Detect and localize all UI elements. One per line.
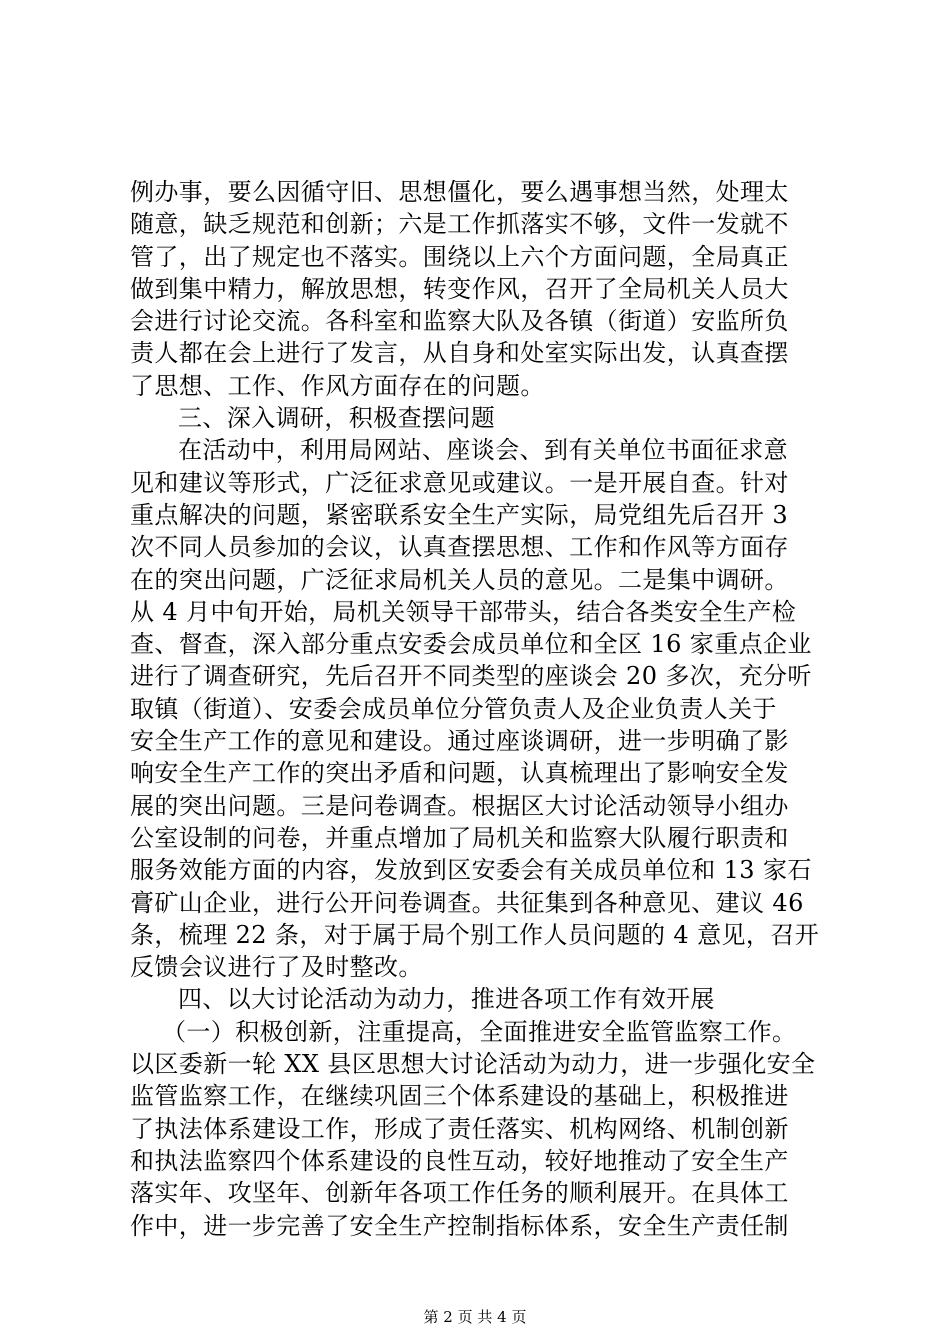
text-line: 在的突出问题，广泛征求局机关人员的意见。二是集中调研。 [130,565,789,594]
text-line: 了执法体系建设工作，形成了责任落实、机构网络、机制创新 [130,1114,789,1143]
text-line: 了思想、工作、作风方面存在的问题。 [130,371,545,400]
text-line: 见和建议等形式，广泛征求意见或建议。一是开展自查。针对 [130,468,789,497]
text-line: 做到集中精力，解放思想，转变作风，召开了全局机关人员大 [130,274,789,303]
document-body [130,176,830,1242]
text-line: 展的突出问题。三是问卷调查。根据区大讨论活动领导小组办 [130,791,789,820]
text-line: 以区委新一轮 XX 县区思想大讨论活动为动力，进一步强化安全 [130,1050,816,1079]
text-line: 次不同人员参加的会议，认真查摆思想、工作和作风等方面存 [130,533,789,562]
section-heading: 四、以大讨论活动为动力，推进各项工作有效开展 [178,985,715,1014]
text-line: 管了，出了规定也不落实。围绕以上六个方面问题，全局真正 [130,242,789,271]
text-line: 落实年、攻坚年、创新年各项工作任务的顺利展开。在具体工 [130,1179,789,1208]
text-line: 和执法监察四个体系建设的良性互动，较好地推动了安全生产 [130,1146,789,1175]
text-line: 查、督查，深入部分重点安委会成员单位和全区 16 家重点企业 [130,630,812,659]
text-line: 作中，进一步完善了安全生产控制指标体系，安全生产责任制 [130,1211,789,1240]
text-line: 会进行讨论交流。各科室和监察大队及各镇（街道）安监所负 [130,307,789,336]
text-line: 条，梳理 22 条，对于属于局个别工作人员问题的 4 意见，召开 [130,920,820,949]
text-line: 在活动中，利用局网站、座谈会、到有关单位书面征求意 [178,436,788,465]
text-line: 服务效能方面的内容，发放到区安委会有关成员单位和 13 家石 [130,856,812,885]
text-line: 重点解决的问题，紧密联系安全生产实际，局党组先后召开 3 [130,500,789,529]
text-line: 例办事，要么因循守旧、思想僵化，要么遇事想当然，处理太 [130,178,789,206]
text-line: 责人都在会上进行了发言，从自身和处室实际出发，认真查摆 [130,339,789,368]
text-line: 进行了调查研究，先后召开不同类型的座谈会 20 多次，充分听 [130,662,812,691]
text-line: 反馈会议进行了及时整改。 [130,953,423,982]
text-line: 从 4 月中旬开始，局机关领导干部带头，结合各类安全生产检 [130,597,797,626]
page-number-footer: 第 2 页 共 4 页 [423,1308,527,1326]
text-line: 监管监察工作，在继续巩固三个体系建设的基础上，积极推进 [130,1082,789,1111]
section-heading: 三、深入调研，积极查摆问题 [178,404,496,433]
text-line: 随意，缺乏规范和创新；六是工作抓落实不够，文件一发就不 [130,210,789,239]
text-line: 公室设制的问卷，并重点增加了局机关和监察大队履行职责和 [130,823,789,852]
text-line: 响安全生产工作的突出矛盾和问题，认真梳理出了影响安全发 [130,759,789,788]
text-line: 膏矿山企业，进行公开问卷调查。共征集到各种意见、建议 46 [130,888,804,917]
text-line: 取镇（街道）、安委会成员单位分管负责人及企业负责人关于 [130,694,777,723]
subsection-heading: （一）积极创新，注重提高，全面推进安全监管监察工作。 [162,1017,797,1046]
text-line: 安全生产工作的意见和建设。通过座谈调研，进一步明确了影 [130,727,789,756]
